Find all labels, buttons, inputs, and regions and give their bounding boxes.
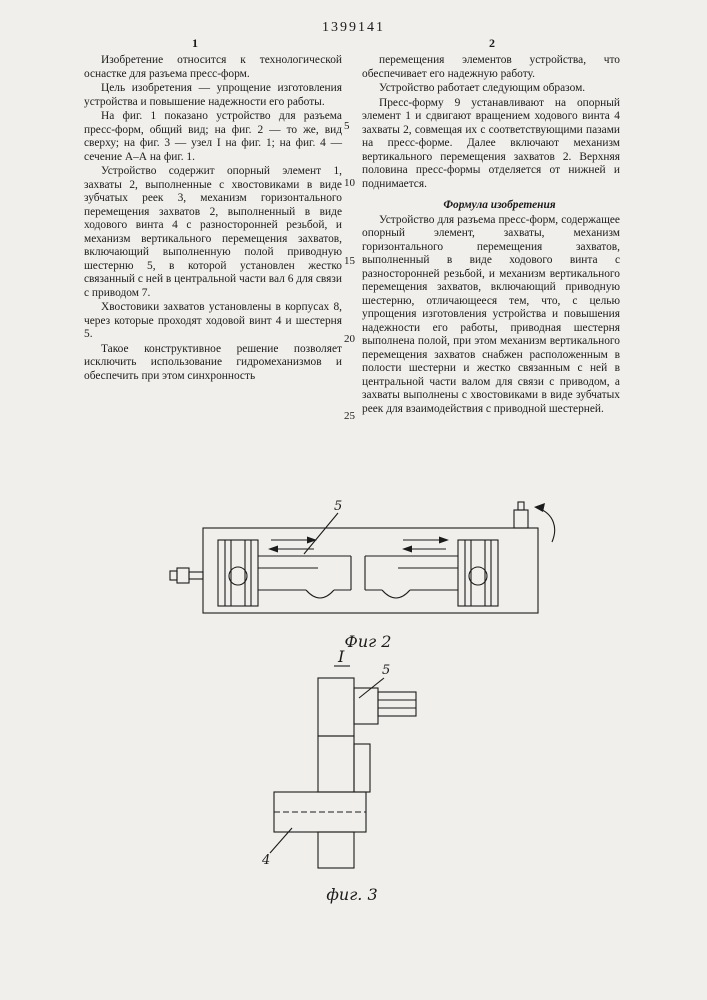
- paragraph: Цель изобретения — упрощение изготовления устройства и повышение надежности его работы.: [84, 82, 342, 108]
- fig2-right-mold-half: [365, 556, 458, 598]
- margin-line-number: 10: [344, 177, 355, 189]
- figure-3-caption: фиг. 3: [326, 885, 378, 904]
- right-text-column: [362, 54, 620, 417]
- column-marker-1: 1: [192, 36, 198, 50]
- paragraph: Такое конструктивное решение позволяет исключить использование гидромеханизмов и обеспечить при этом синхронность: [84, 342, 342, 382]
- margin-line-number: 20: [344, 333, 355, 345]
- rotation-arrow: [538, 508, 555, 542]
- paragraph: Изобретение относится к технологической оснастке для разъема пресс-форм.: [84, 54, 342, 80]
- margin-line-number: 25: [344, 410, 355, 422]
- figure-2-caption: Фиг 2: [344, 632, 392, 651]
- paragraph: На фиг. 1 показано устройство для разъема пресс-форм, общий вид; на фиг. 2 — то же, вид сверху; на фиг. 3 — узел I на фиг. 1; на фиг. 4 — сечение А–А на фиг. 1.: [84, 110, 342, 163]
- patent-number: 1399141: [322, 20, 385, 35]
- margin-line-number: 15: [344, 255, 355, 267]
- fig2-left-clamp-block: [218, 540, 258, 606]
- fig3-heading-numeral: I: [338, 648, 345, 666]
- paragraph: Хвостовики захватов установлены в корпусах 8, через которые проходят ходовой винт 4 и шестерня 5.: [84, 301, 342, 340]
- fig3-leader-5: [359, 663, 390, 698]
- fig2-left-mold-half: [258, 556, 351, 598]
- figure-3-drawing: [256, 648, 446, 883]
- paragraph: Устройство работает следующим образом.: [379, 82, 586, 94]
- fig2-right-clamp-block: [458, 540, 498, 606]
- figure-2-drawing: [168, 498, 568, 630]
- fig3-gear-rack-assembly: [318, 678, 416, 868]
- figure-3: [256, 648, 448, 904]
- claims-text: Устройство для разъема пресс-форм, содержащее опорный элемент, захваты, механизм горизонтального перемещения захватов, выполненный в виде ходового винта с разносторонней резьбой, и механизм вертикального перемещения захватов, включающий приводную шестерню, отличающееся тем, что, с целью упрощения изготовления устройства и повышения надежности его работы, приводная шестерня выполнена полой, при этом механизм вертикального перемещения захватов снабжен расположенным в полости шестерни и жестко связанным с ней в центральной части валом для связи с приводом, а захваты выполнены с хвостовиками в виде зубчатых реек для взаимодействия с приводной шестерней.: [362, 213, 620, 415]
- figure-2: [168, 498, 568, 651]
- margin-line-number: 5: [344, 120, 350, 132]
- paragraph: Пресс-форму 9 устанавливают на опорный элемент 1 и сдвигают вращением ходового винта 4 захваты 2, совмещая их с соответствующими пазами на пресс-форме. Далее включают механизм вертикального перемещения захватов 2. Верхняя половина пресс-формы отделяется от нижней и поднимается.: [362, 96, 620, 190]
- fig3-drive-shaft: [274, 792, 366, 832]
- fig3-leader-4: [261, 828, 292, 868]
- paragraph: Устройство содержит опорный элемент 1, захваты 2, выполненные с хвостовиками в виде зубчатых реек 3, механизм горизонтального перемещения захватов 2, выполненный в виде ходового винта 4 с разносторонней резьбой, и механизм вертикального перемещения захватов, включающий выполненную полой приводную шестерню 5, в которой установлен жестко связанный с ней в центральной части вал 6 для связи с приводом 7.: [84, 165, 342, 299]
- fig2-part-label-5: 5: [334, 499, 343, 514]
- paragraph: перемещения элементов устройства, что обеспечивает его надежную работу.: [362, 54, 620, 80]
- fig3-part-label-5: 5: [382, 663, 391, 678]
- left-text-column: [84, 54, 342, 384]
- fig3-detail-heading: [334, 648, 350, 666]
- column-marker-2: 2: [489, 36, 495, 50]
- fig2-leader-5: [304, 499, 342, 554]
- claims-heading: Формула изобретения: [443, 199, 556, 211]
- fig3-part-label-4: 4: [262, 853, 271, 868]
